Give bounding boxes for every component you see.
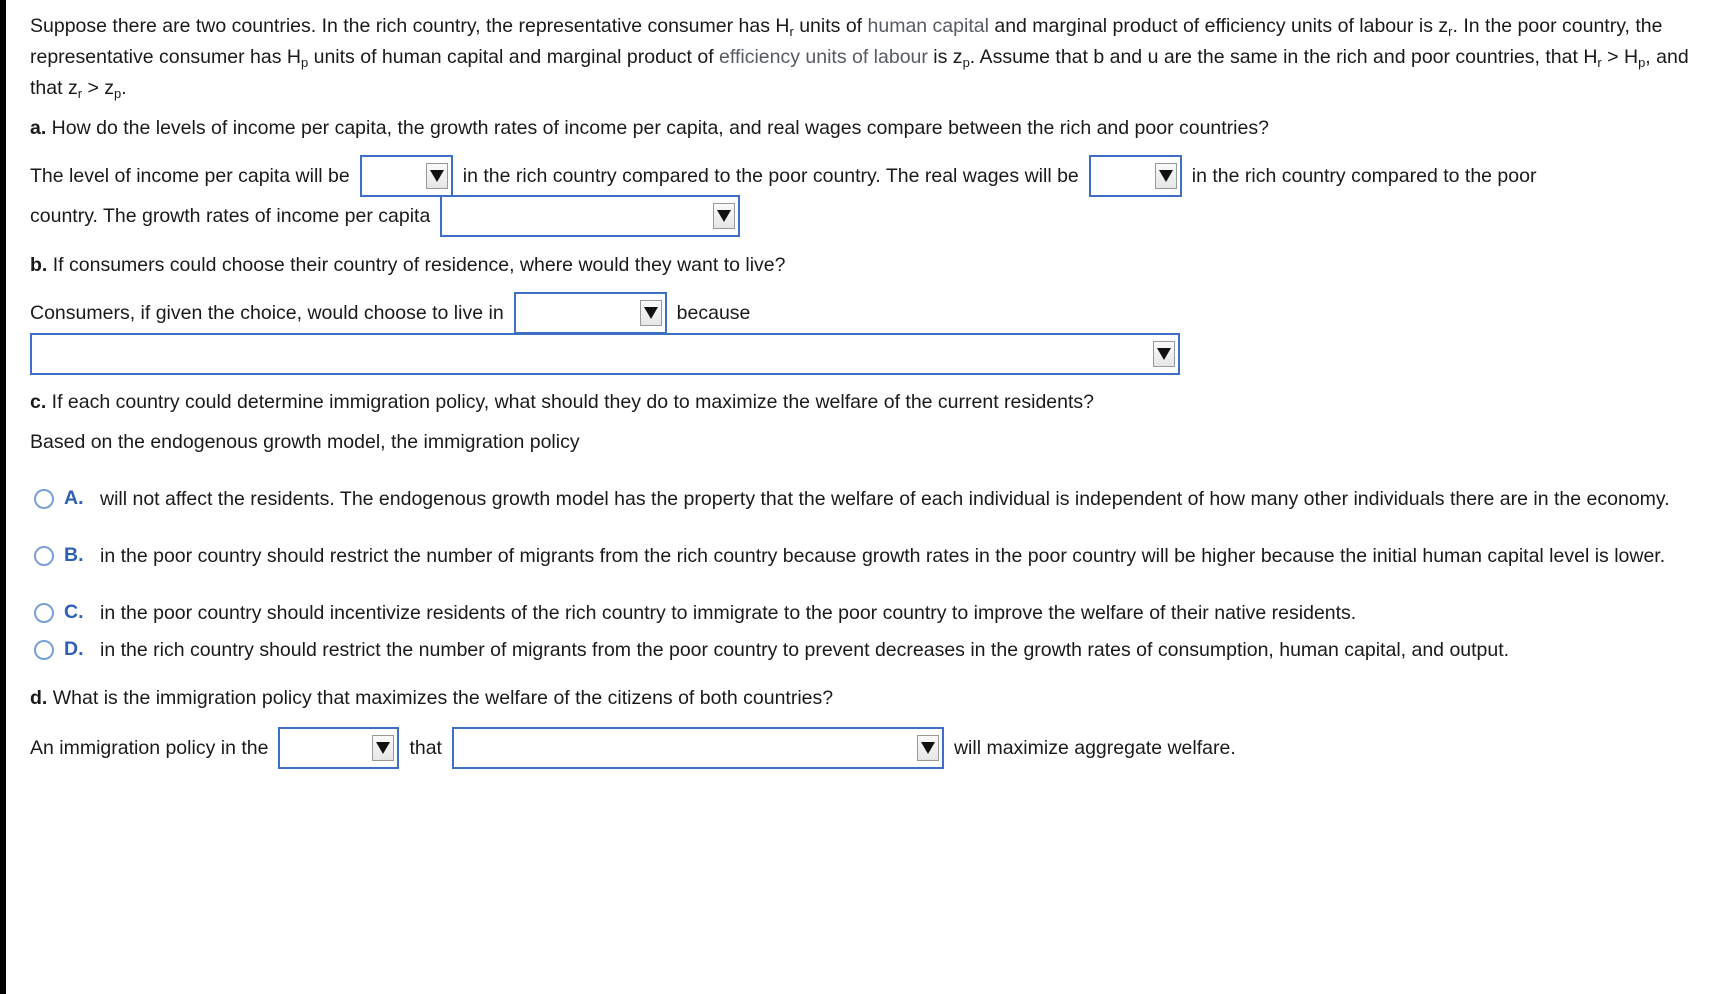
part-a-question: a. How do the levels of income per capita, the growth rates of income per capita, and real wages compare between the rich and poor countries? [30,117,1269,139]
option-a[interactable]: A. will not affect the residents. The endogenous growth model has the property that the welfare of each individual is independent of how many other individuals there are in the economy. [30,487,1690,511]
part-d-line-1: An immigration policy in the that will maximize aggregate welfare. [30,727,1236,769]
country-choice-dropdown[interactable] [514,292,667,334]
chevron-down-icon [426,163,448,189]
option-d[interactable]: D. in the rich country should restrict the number of migrants from the poor country to prevent decreases in the growth rates of consumption, human capital, and output. [30,638,1690,662]
radio-button[interactable] [34,603,54,623]
radio-button[interactable] [34,640,54,660]
part-c-lead: Based on the endogenous growth model, the immigration policy [30,431,580,453]
policy-action-dropdown[interactable] [452,727,944,769]
part-b-line-1: Consumers, if given the choice, would choose to live in because [30,292,750,334]
radio-button[interactable] [34,489,54,509]
income-level-dropdown[interactable] [360,155,453,197]
option-c[interactable]: C. in the poor country should incentivize residents of the rich country to immigrate to the poor country to improve the welfare of their native residents. [30,601,1690,625]
part-c-question: c. If each country could determine immigration policy, what should they do to maximize the welfare of the current residents? [30,391,1095,413]
part-a-line-1: The level of income per capita will be in the rich country compared to the poor country. The real wages will be in the rich country compared to the poor [30,155,1536,197]
part-b-question: b. If consumers could choose their country of residence, where would they want to live? [30,254,786,276]
growth-rates-dropdown[interactable] [440,195,740,237]
policy-country-dropdown[interactable] [278,727,399,769]
chevron-down-icon [1153,341,1175,367]
left-border [0,0,6,994]
chevron-down-icon [917,735,939,761]
part-b-line-2 [30,333,1180,375]
chevron-down-icon [1155,163,1177,189]
real-wages-dropdown[interactable] [1089,155,1182,197]
reason-dropdown[interactable] [30,333,1180,375]
problem-statement: Suppose there are two countries. In the rich country, the representative consumer has $H_r$ units of human capital and marginal product of efficiency units of labour is $z_r$. In the poor country, the representative consumer has $H_p$ units of human capital and marginal product of efficiency units of labour is $z_p$. Assume that b and u are the same in the rich and poor countries, that $H_r > H_p$, and that $z_r > z_p$. [30,15,1689,101]
radio-button[interactable] [34,546,54,566]
chevron-down-icon [713,203,735,229]
part-d-question: d. What is the immigration policy that maximizes the welfare of the citizens of both countries? [30,687,834,709]
part-a-line-2: country. The growth rates of income per capita [30,195,740,237]
glossary-term-human-capital[interactable]: human capital [867,15,989,37]
chevron-down-icon [372,735,394,761]
chevron-down-icon [640,300,662,326]
option-b[interactable]: B. in the poor country should restrict the number of migrants from the rich country because growth rates in the poor country will be higher because the initial human capital level is lower. [30,544,1690,568]
glossary-term-efficiency-units[interactable]: efficiency units of labour [719,46,928,68]
